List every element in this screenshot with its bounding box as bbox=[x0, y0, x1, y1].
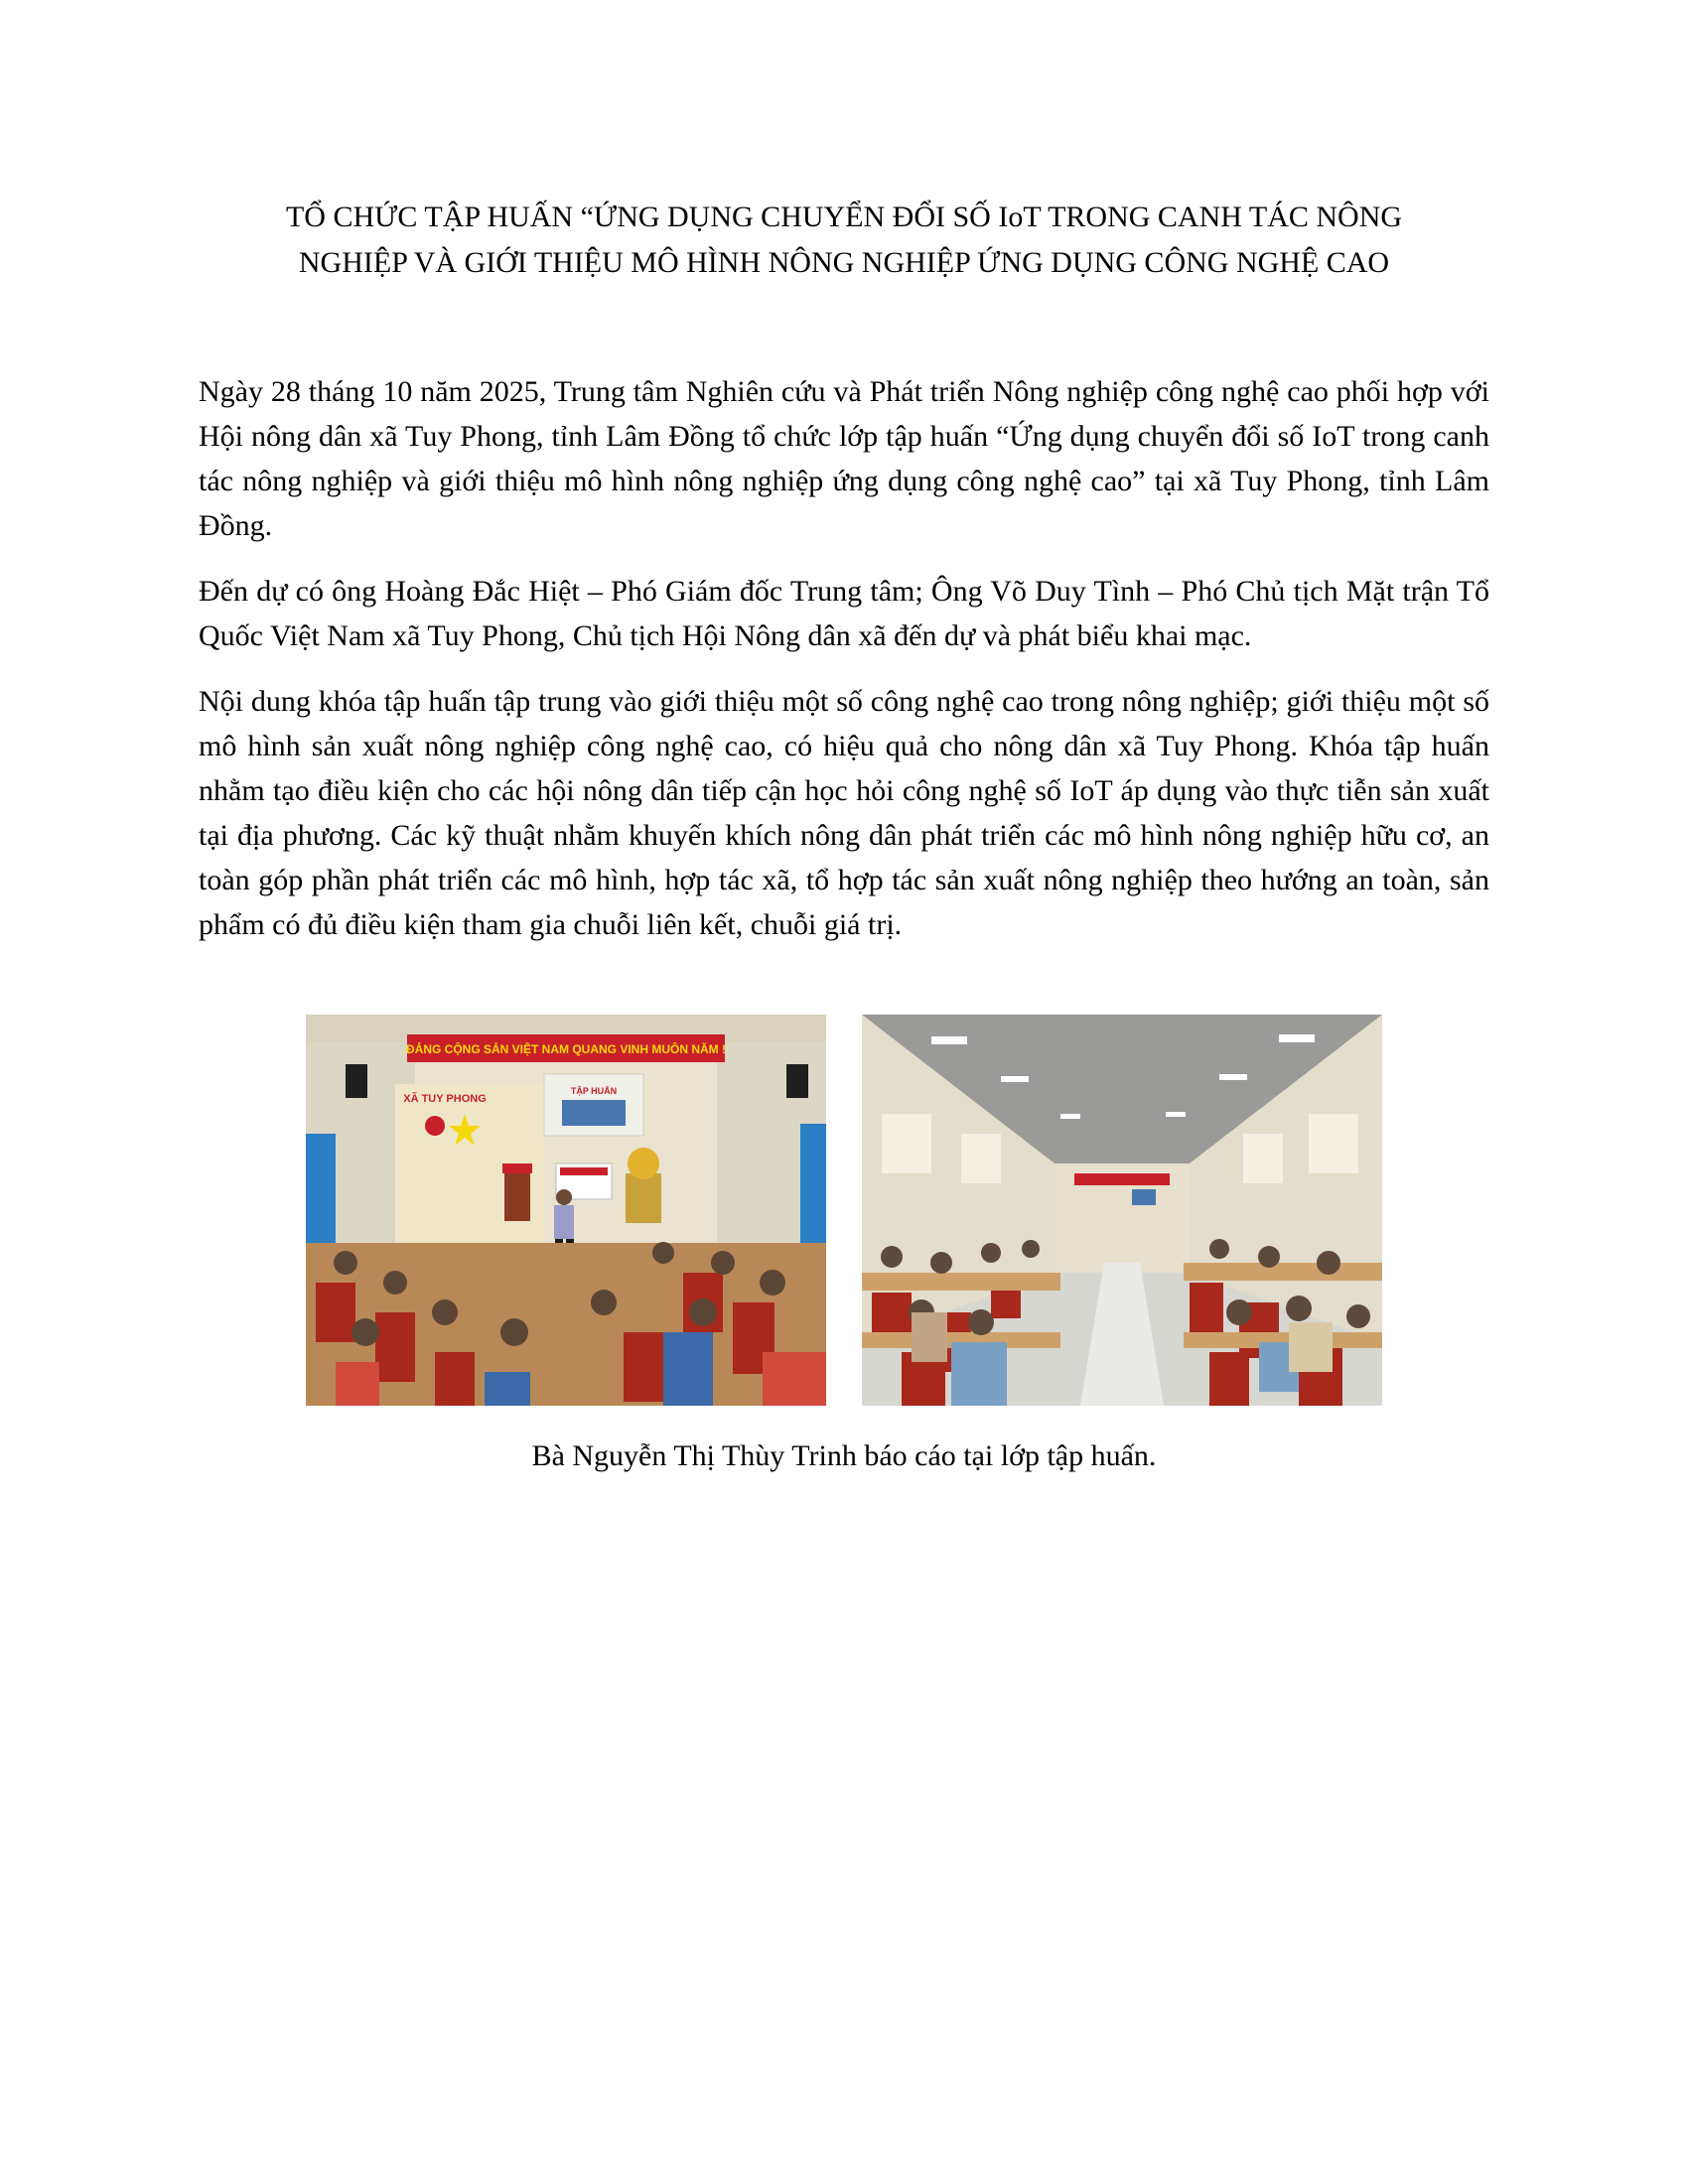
paragraph-2: Đến dự có ông Hoàng Đắc Hiệt – Phó Giám đốc Trung tâm; Ông Võ Duy Tình – Phó Chủ tịch Mặt trận Tổ Quốc Việt Nam xã Tuy Phong, Chủ tịch Hội Nông dân xã đến dự và phát biểu khai mạc. bbox=[199, 575, 1489, 652]
title-line-2: NGHIỆP VÀ GIỚI THIỆU MÔ HÌNH NÔNG NGHIỆP ỨNG DỤNG CÔNG NGHỆ CAO bbox=[298, 246, 1390, 279]
photo-presenter-stage bbox=[306, 1015, 826, 1406]
paragraph-1: Ngày 28 tháng 10 năm 2025, Trung tâm Nghiên cứu và Phát triển Nông nghiệp công nghệ cao phối hợp với Hội nông dân xã Tuy Phong, tỉnh Lâm Đồng tổ chức lớp tập huấn “Ứng dụng chuyển đổi số IoT trong canh tác nông nghiệp và giới thiệu mô hình nông nghiệp ứng dụng công nghệ cao” tại xã Tuy Phong, tỉnh Lâm Đồng. bbox=[199, 375, 1489, 542]
photo-hall-audience-image bbox=[862, 1015, 1382, 1406]
backdrop-text: TẬP HUẤN bbox=[570, 1086, 618, 1096]
title-line-1: TỔ CHỨC TẬP HUẤN “ỨNG DỤNG CHUYỂN ĐỔI SỐ IoT TRONG CANH TÁC NÔNG bbox=[285, 201, 1403, 233]
paragraph-3: Nội dung khóa tập huấn tập trung vào giới thiệu một số công nghệ cao trong nông nghiệp; giới thiệu một số mô hình sản xuất nông nghiệp công nghệ cao, có hiệu quả cho nông dân xã Tuy Phong. Khóa tập huấn nhằm tạo điều kiện cho các hội nông dân tiếp cận học hỏi công nghệ số IoT áp dụng vào thực tiễn sản xuất tại địa phương. Các kỹ thuật nhằm khuyến khích nông dân phát triển các mô hình nông nghiệp hữu cơ, an toàn góp phần phát triển các mô hình, hợp tác xã, tổ hợp tác sản xuất nông nghiệp theo hướng an toàn, sản phẩm có đủ điều kiện tham gia chuỗi liên kết, chuỗi giá trị. bbox=[199, 685, 1489, 941]
banner-text: ĐẢNG CỘNG SẢN VIỆT NAM QUANG VINH MUÔN NĂM ! bbox=[406, 1042, 726, 1056]
hall-sign-text: XÃ TUY PHONG bbox=[403, 1093, 487, 1105]
photo-presenter-stage-image bbox=[306, 1015, 826, 1406]
photo-caption: Bà Nguyễn Thị Thùy Trinh báo cáo tại lớp tập huấn. bbox=[531, 1439, 1157, 1472]
photo-hall-audience bbox=[862, 1015, 1382, 1406]
document-title bbox=[199, 195, 1489, 286]
